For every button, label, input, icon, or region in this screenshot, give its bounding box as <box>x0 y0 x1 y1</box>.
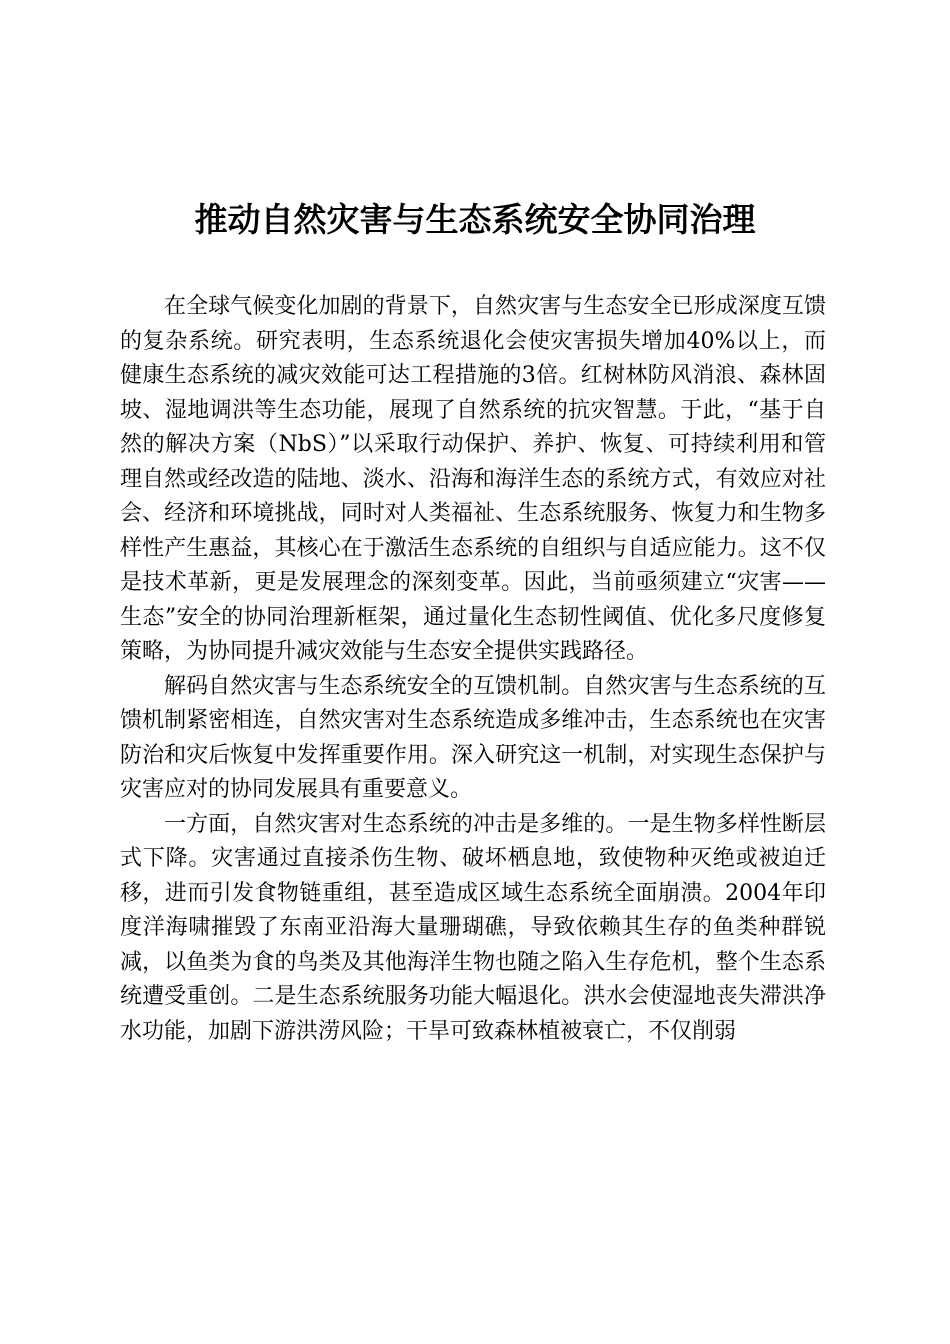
paragraph-mechanism: 解码自然灾害与生态系统安全的互馈机制。自然灾害与生态系统的互馈机制紧密相连，自然灾害对生态系统造成多维冲击，生态系统也在灾害防治和灾后恢复中发挥重要作用。深入研究这一机制，对实现生态保护与灾害应对的协同发展具有重要意义。 <box>120 673 826 802</box>
paragraph-intro: 在全球气候变化加剧的背景下，自然灾害与生态安全已形成深度互馈的复杂系统。研究表明，生态系统退化会使灾害损失增加40%以上，而健康生态系统的减灾效能可达工程措施的3倍。红树林防风消浪、森林固坡、湿地调洪等生态功能，展现了自然系统的抗灾智慧。于此，“基于自然的解决方案（NbS）”以采取行动保护、养护、恢复、可持续利用和管理自然或经改造的陆地、淡水、沿海和海洋生态的系统方式，有效应对社会、经济和环境挑战，同时对人类福祉、生态系统服务、恢复力和生物多样性产生惠益，其核心在于激活生态系统的自组织与自适应能力。这不仅是技术革新，更是发展理念的深刻变革。因此，当前亟须建立“灾害——生态”安全的协同治理新框架，通过量化生态韧性阈值、优化多尺度修复策略，为协同提升减灾效能与生态安全提供实践路径。 <box>120 294 826 664</box>
document-body <box>120 290 826 1049</box>
paragraph-impact: 一方面，自然灾害对生态系统的冲击是多维的。一是生物多样性断层式下降。灾害通过直接杀伤生物、破坏栖息地，致使物种灭绝或被迫迁移，进而引发食物链重组，甚至造成区域生态系统全面崩溃。2004年印度洋海啸摧毁了东南亚沿海大量珊瑚礁，导致依赖其生存的鱼类种群锐减，以鱼类为食的鸟类及其他海洋生物也随之陷入生存危机，整个生态系统遭受重创。二是生态系统服务功能大幅退化。洪水会使湿地丧失滞洪净水功能，加剧下游洪涝风险；干旱可致森林植被衰亡，不仅削弱 <box>120 811 826 1044</box>
document-title: 推动自然灾害与生态系统安全协同治理 <box>194 200 756 239</box>
